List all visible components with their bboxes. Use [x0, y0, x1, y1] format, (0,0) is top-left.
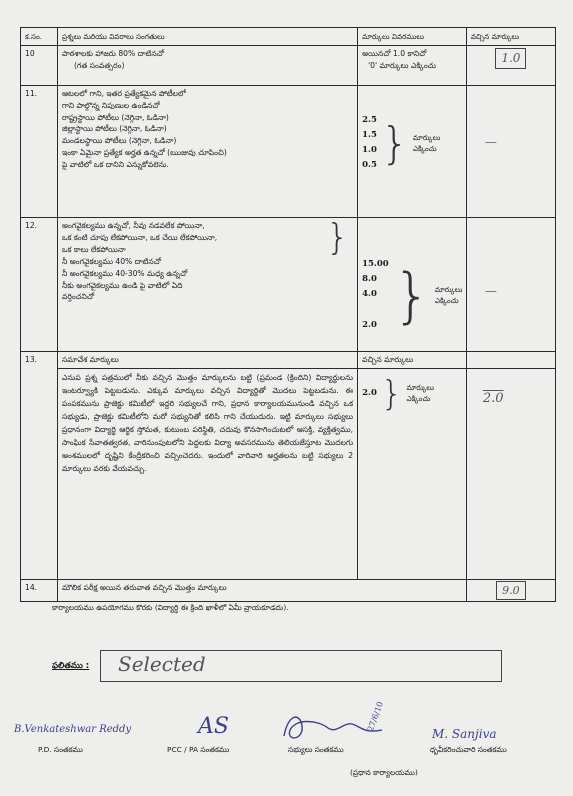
row11-line: జిల్లాస్థాయి పోటీలు (నెగ్గినా, ఓడినా)	[61, 124, 167, 134]
row12-mark: 8.0	[362, 274, 377, 285]
row14-sno: 14.	[21, 580, 58, 602]
header-sno: క.సం.	[21, 28, 58, 46]
row12-desc	[57, 218, 357, 352]
member-signature-date: 27/6/10	[365, 700, 385, 733]
row12-line: ఒక కంటి చూపు లేకపోయినా, ఒక చేయి లేకపోయినా,	[61, 232, 218, 242]
row13-got	[466, 352, 555, 580]
header-description: ప్రశ్నలు మరియు వివరాలు సంగతులు	[57, 28, 357, 46]
row13-marks-group	[358, 369, 466, 414]
row13-title: సమావేశ మార్కులు	[58, 352, 357, 369]
member-signature-note: (ప్రధాన కార్యాలయము)	[350, 768, 418, 777]
row11-marks-list	[362, 114, 377, 174]
row13-sno: 13.	[21, 352, 58, 580]
row13-paragraph: ఎనుప ప్రశ్న పత్రములో నీకు వచ్చిన మొత్తం మార్కులను బట్టి (ప్రమండ (క్రిందిని) విద్యార్థులను ఇంటర్వ్యూకి పెట్టబడును. ఎక్కువ మార్కులు వచ్చిన విద్యార్థితో మొదలు పెట్టబడును. ఈ పంపకమును ప్రాజెక్టు కమిటీలో ఇద్దరి సభ్యులచే గాని, ప్రధాన కార్యాలయమునుండి వచ్చిన ఒక సభ్యుడు, ప్రాజెక్టు కమిటీలోని మరో సభ్యునితో కలిసి గాని చేయుదురు. ఇట్టి మార్కులు సభ్యులు ప్రధానంగా విద్యార్థి ఆర్థిక స్తోమత, కుటుంబ పరిస్థితి, చదువు కొనసాగించుటలో ఆసక్తి, వ్యక్తిత్వము, సాంఘిక సేవాతత్వరత, వారినుంపుటలోని పెద్దలకు విద్యా అవసరమును తెలియజేస్తూట మొదలగు అంశములలో దృష్టిని కేంద్రీకరించి వచ్చించెదరు. ఇందులో వారివారి అర్హతలను బట్టి సభ్యులు 2 మార్కులు వరకు వేయవచ్చు.	[61, 372, 354, 474]
row14-desc: మౌలిక పరీక్ష అయిన తరువాత వచ్చిన మొత్తం మార్కులు	[57, 580, 466, 602]
row11-mark: 1.0	[362, 145, 377, 156]
pd-signature: B.Venkateshwar Reddy	[14, 724, 132, 735]
row10-line: (గత సంవత్సరం)	[73, 60, 125, 70]
row10-line: పాఠశాలకు హాజరు 80% దాటినచో	[61, 49, 164, 59]
row13-marks	[358, 352, 467, 580]
brace-label-line: మార్కులు	[434, 285, 463, 295]
brace-label-line: ఎక్కించు	[406, 393, 431, 403]
row11-marks-group	[362, 88, 462, 174]
row12-line: వర్తించనిచో	[61, 292, 95, 302]
row10-desc	[57, 46, 357, 86]
brace-label-line: మార్కులు	[406, 383, 435, 393]
row13-marks-header: వచ్చిన మార్కులు	[358, 352, 466, 369]
row10-marks	[358, 46, 467, 86]
row10-marks-line: అయినచో 1.0 కానిచో	[362, 49, 427, 59]
row12-line: ఒక కాలు లేకపోయినా	[61, 244, 126, 254]
row13-brace-label	[407, 383, 435, 405]
row12-got	[466, 218, 555, 352]
brace-icon: }	[380, 118, 409, 170]
row13-mark: 2.0	[362, 388, 377, 399]
table-row	[21, 218, 556, 352]
table-row	[21, 352, 556, 580]
row13-got-header-spacer	[467, 352, 555, 369]
result-label: ఫలితము :	[52, 661, 90, 671]
row13-desc	[57, 352, 357, 580]
brace-icon: }	[326, 217, 350, 259]
row11-mark: 2.5	[362, 115, 377, 126]
brace-label-line: మార్కులు	[412, 133, 441, 143]
row14-got-value: 9.0	[496, 581, 526, 600]
brace-icon: }	[380, 373, 403, 414]
verifier-signature: M. Sanjiva	[432, 727, 497, 741]
row12-marks	[358, 218, 467, 352]
row11-mark: 0.5	[362, 160, 377, 171]
row11-marks	[358, 86, 467, 218]
row11-line: మండలస్థాయి పోటీలు (నెగ్గినా, ఓడినా)	[61, 136, 177, 146]
row13-got-value: 2.0	[482, 391, 504, 407]
table-row	[21, 86, 556, 218]
row11-line: ఆటలలో గాని, ఇతర ప్రత్యేకమైన పోటీలలో	[61, 89, 186, 99]
row11-line: గాని పాల్గొన్న నిపుణుల ఉండినచో	[61, 100, 160, 110]
row11-desc	[57, 86, 357, 218]
pcc-signature-label: PCC / PA సంతకము	[167, 745, 230, 754]
result-value: Selected	[118, 652, 206, 676]
row12-mark: 4.0	[362, 289, 377, 300]
row12-line: నీ అంగవైకల్యము 40-30% మధ్య ఉన్నచో	[61, 268, 188, 278]
row12-got-value: —	[484, 284, 497, 299]
row12-marks-list	[362, 258, 389, 334]
office-use-note: కార్యాలయము ఉపయోగము కొరకు (విద్యార్థి ఈ క్రింది ఖాళీలో ఏమీ వ్రాయకూడదు).	[52, 603, 289, 612]
row11-brace-label	[413, 133, 441, 155]
header-marks-obtained: వచ్చిన మార్కులు	[466, 28, 555, 46]
verifier-signature-label: ధృవీకరించువారి సంతకము	[430, 745, 507, 754]
row12-mark: 2.0	[362, 320, 377, 331]
pcc-signature: AS	[198, 714, 229, 739]
row11-line: ఇంకా ఏమైనా ప్రత్యేక అర్హత ఉన్నచో (ఋజువు చూపించి)	[61, 147, 227, 157]
row11-got-value: —	[484, 135, 497, 150]
row10-got-value: 1.0	[495, 48, 526, 69]
row12-sno: 12.	[21, 218, 58, 352]
row11-mark: 1.5	[362, 130, 377, 141]
row11-sno: 11.	[21, 86, 58, 218]
row12-line: అంగవైకల్యము ఉన్నచో, నీవు నడవలేక పోయినా,	[61, 221, 205, 231]
row11-line: పై వాటిలో ఒక దానిని ఎన్నుకోవలెను.	[61, 159, 169, 169]
marks-table	[20, 27, 556, 602]
row12-line: నీకు అంగవైకల్యము ఉండి పై వాటిలో ఏది	[61, 280, 183, 290]
brace-label-line: ఎక్కించు	[434, 296, 459, 306]
table-header-row	[21, 28, 556, 46]
row11-got	[466, 86, 555, 218]
pd-signature-label: P.D. సంతకము	[38, 745, 83, 754]
row11-line: రాష్ట్రస్థాయి పోటీలు (నెగ్గినా, ఓడినా)	[61, 112, 169, 122]
table-row	[21, 46, 556, 86]
row12-marks-group	[362, 220, 462, 334]
row12-brace-label	[435, 285, 463, 307]
brace-icon: }	[392, 261, 431, 332]
row12-line: నీ అంగవైకల్యము 40% దాటినచో	[61, 257, 162, 267]
row10-sno: 10	[21, 46, 58, 86]
member-signature-label: సభ్యులు సంతకము	[288, 745, 344, 754]
row14-got	[466, 580, 555, 602]
table-row	[21, 580, 556, 602]
row10-got	[466, 46, 555, 86]
row12-mark: 15.00	[362, 259, 389, 270]
brace-label-line: ఎక్కించు	[412, 144, 437, 154]
header-marks-details: మార్కులు వివరములు	[358, 28, 467, 46]
row10-marks-line: '0' మార్కులు ఎక్కించు	[368, 60, 437, 70]
